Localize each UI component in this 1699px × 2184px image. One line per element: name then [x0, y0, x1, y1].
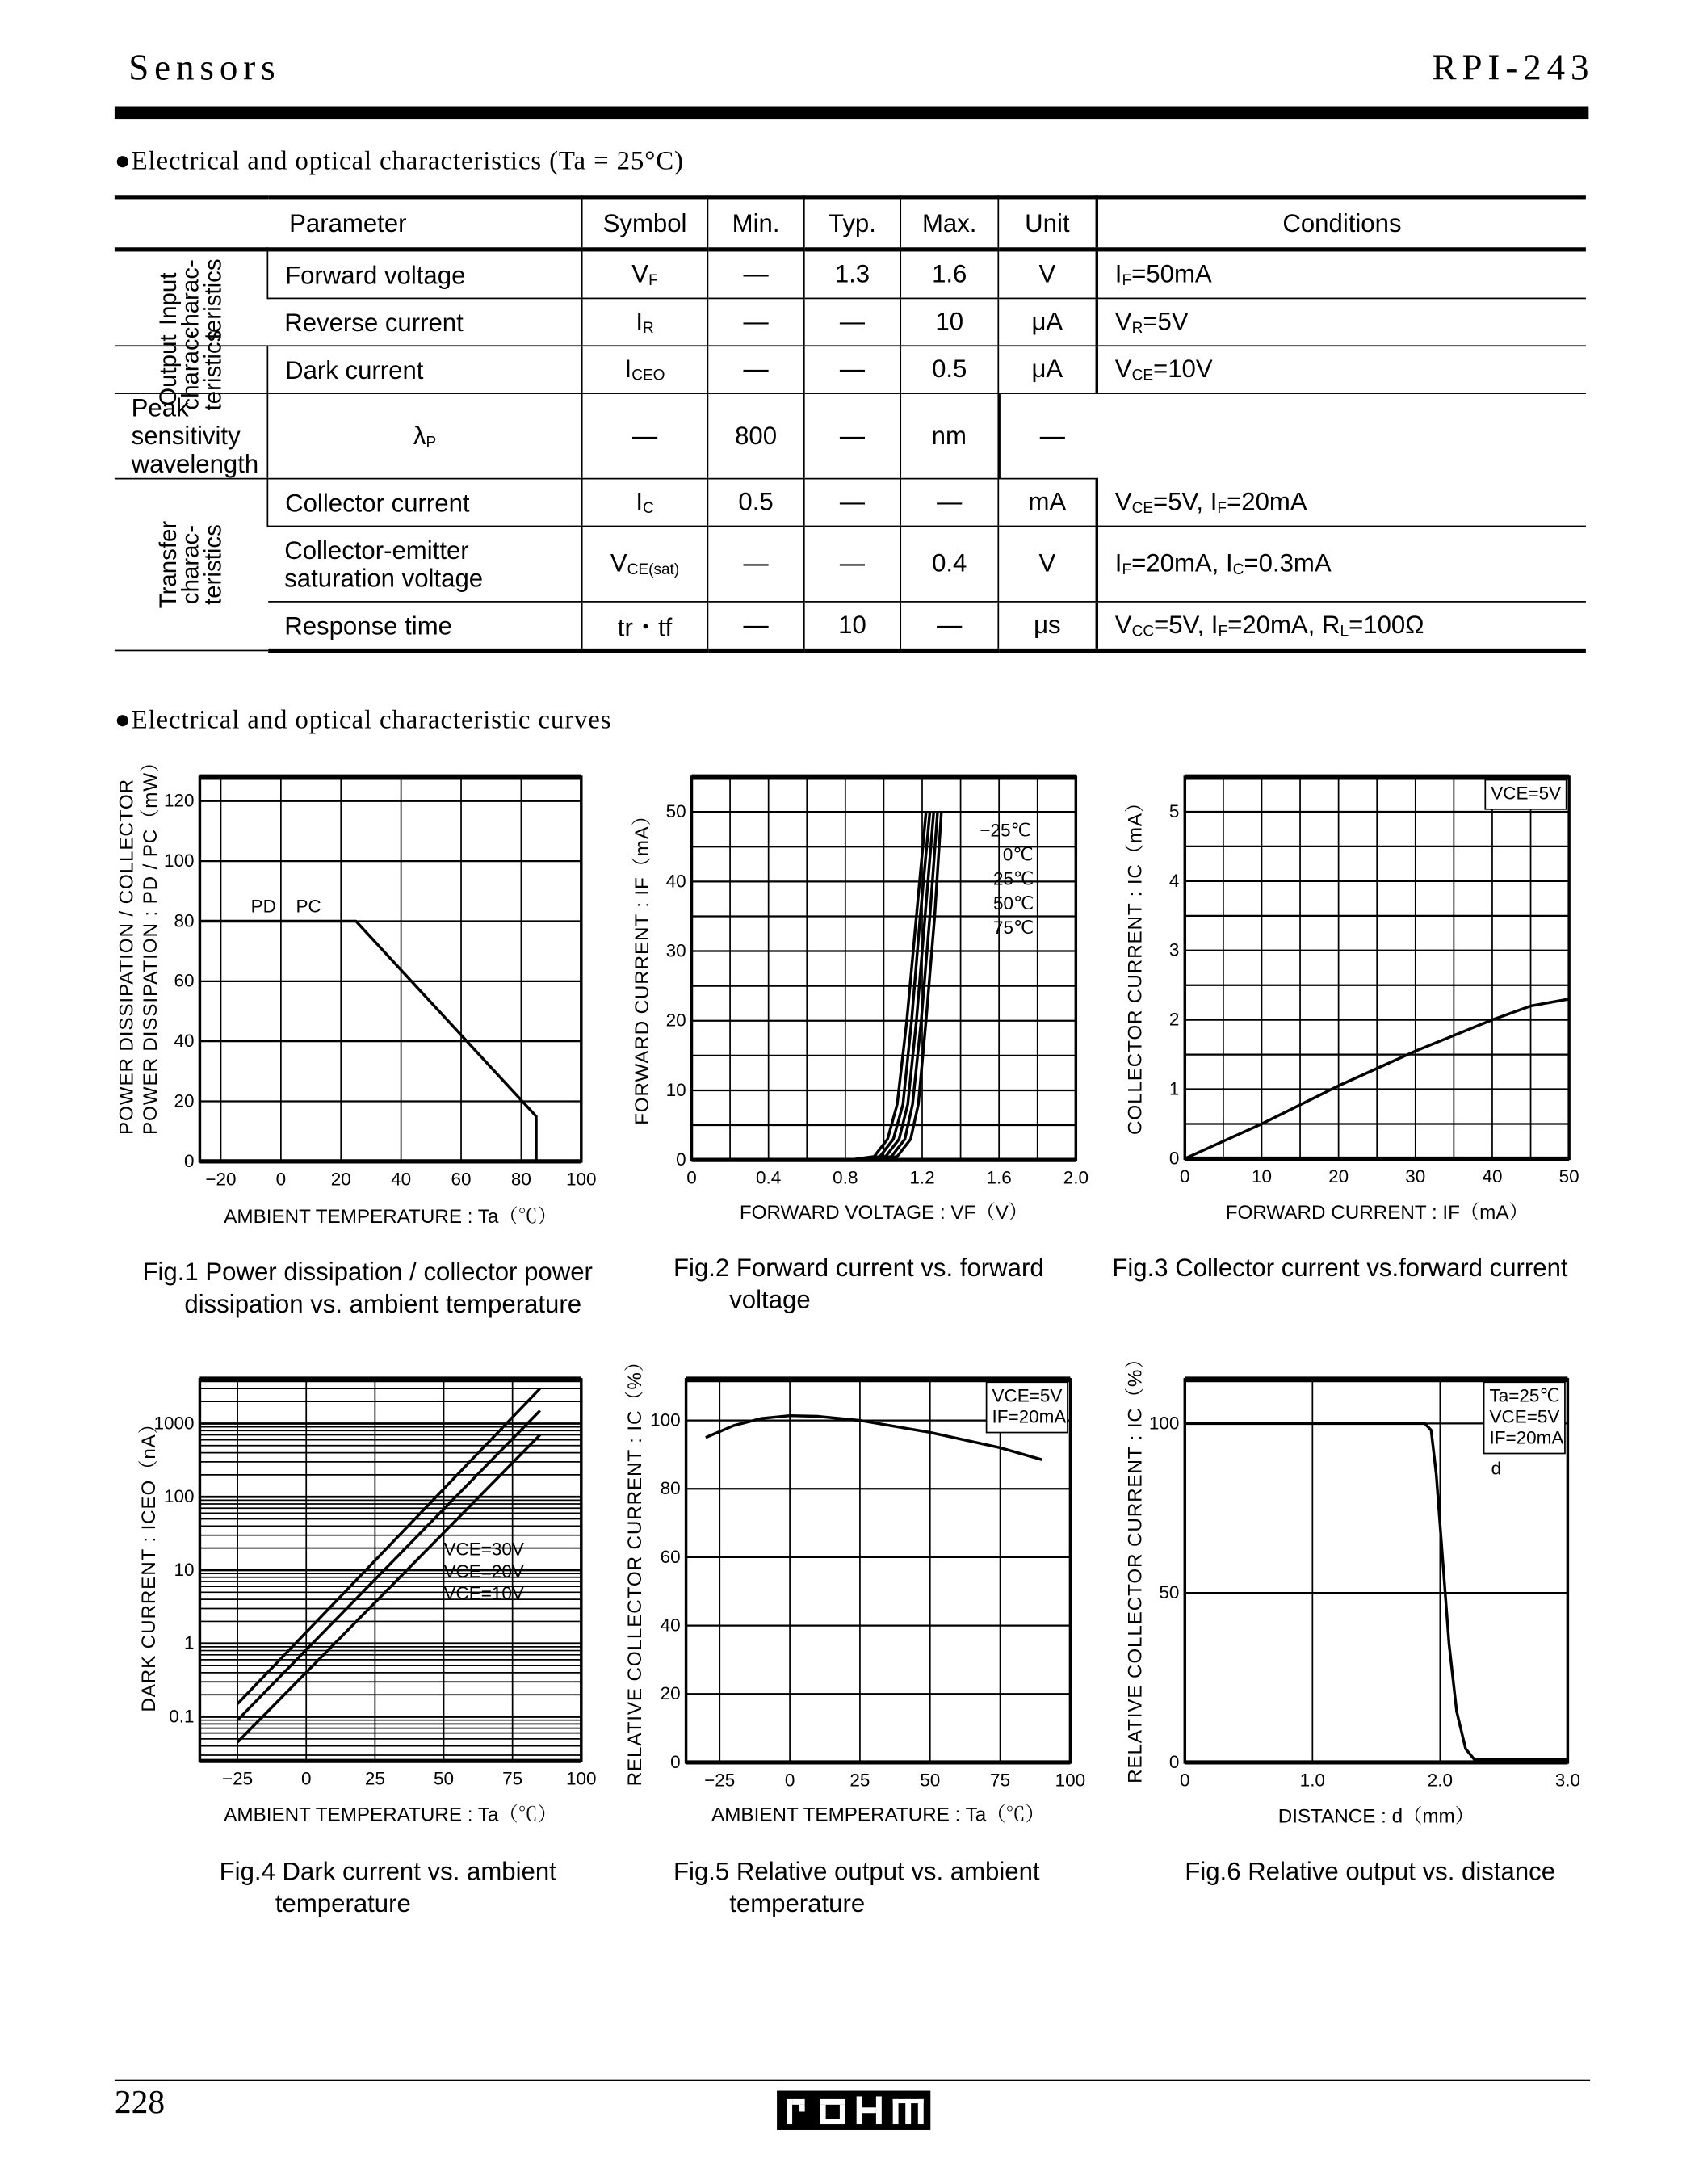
y-tick-label: 30	[665, 940, 686, 961]
y-tick-label: 10	[174, 1559, 195, 1580]
subscript: C	[1232, 561, 1244, 579]
cell-conditions	[998, 393, 1097, 479]
cell-unit: nm	[900, 393, 998, 479]
fig3-caption: Fig.3 Collector current vs.forward current	[1112, 1254, 1568, 1282]
subscript: CEO	[631, 368, 665, 384]
series-line	[1185, 1423, 1567, 1759]
text-part: =5V, I	[1153, 487, 1218, 516]
footer-rule	[115, 2080, 1590, 2081]
y-tick-label: 20	[660, 1683, 681, 1704]
fig4-plot	[153, 1380, 597, 1789]
cell-typ: —	[804, 346, 900, 393]
x-tick-label: −25	[704, 1770, 736, 1791]
cell-conditions	[1097, 298, 1586, 346]
cell-unit: μA	[998, 346, 1097, 393]
cell-unit: μA	[998, 298, 1097, 346]
text-part: I	[636, 307, 643, 336]
cell-max: 1.6	[900, 250, 998, 299]
fig6-ylabel: RELATIVE COLLECTOR CURRENT : IC（%）	[1123, 1348, 1146, 1783]
subscript: L	[1340, 623, 1349, 640]
text-part: λ	[413, 421, 426, 450]
header-part-number: RPI-243	[1432, 47, 1595, 89]
x-tick-label: 50	[434, 1768, 455, 1789]
cell-max: 10	[900, 298, 998, 346]
cell-typ: —	[804, 526, 900, 601]
cell-symbol	[582, 346, 708, 393]
subscript: CE(sat)	[627, 561, 680, 579]
cell-typ: —	[804, 298, 900, 346]
x-tick-label: 1.6	[986, 1167, 1012, 1188]
cell-unit: μs	[998, 602, 1097, 651]
text-part: =50mA	[1131, 259, 1212, 288]
x-tick-label: 0.4	[756, 1167, 782, 1188]
y-tick-label: 100	[163, 850, 195, 872]
subscript: C	[642, 500, 654, 518]
x-tick-label: 0	[1180, 1166, 1190, 1186]
x-tick-label: −25	[222, 1768, 254, 1789]
text-part: =20mA	[1227, 487, 1307, 516]
fig4-caption: Fig.4 Dark current vs. ambient temperature	[219, 1857, 556, 1917]
table-row	[115, 346, 1586, 393]
col-symbol: Symbol	[582, 198, 708, 250]
text-part: I	[624, 355, 632, 384]
annotation-label: −25℃	[980, 820, 1031, 841]
cell-max: 0.5	[900, 346, 998, 393]
annotation-label: 0℃	[1002, 844, 1034, 865]
cell-unit: V	[998, 250, 1097, 299]
text-part: =0.3mA	[1244, 549, 1332, 578]
section-heading-characteristics: ●Electrical and optical characteristics (Ta = 25°C)	[114, 146, 684, 177]
cell-parameter: Dark current	[267, 346, 581, 393]
subscript: F	[1217, 500, 1227, 517]
fig1-ylabel2: POWER DISSIPATION : PD / PC（mW）	[138, 751, 161, 1136]
fig1-xlabel: AMBIENT TEMPERATURE : Ta（℃）	[224, 1204, 558, 1228]
y-tick-label: 10	[665, 1079, 686, 1100]
subscript: P	[426, 434, 437, 452]
x-tick-label: 0	[1180, 1770, 1190, 1791]
fig1-ylabel: POWER DISSIPATION / COLLECTOR	[114, 778, 137, 1136]
annotation-label: 25℃	[993, 868, 1034, 889]
fig1-plot	[163, 777, 597, 1190]
y-tick-label: 20	[665, 1010, 686, 1031]
x-tick-label: 60	[451, 1169, 472, 1190]
annotation-label: VCE=10V	[443, 1583, 524, 1604]
fig5-caption: Fig.5 Relative output vs. ambient temperature	[673, 1857, 1040, 1917]
x-tick-label: 10	[1251, 1166, 1272, 1186]
y-tick-label: 1000	[153, 1413, 195, 1434]
annotation-label: VCE=30V	[443, 1539, 524, 1560]
x-tick-label: 75	[502, 1768, 523, 1789]
subscript: F	[1122, 272, 1132, 290]
text-part: =5V, I	[1154, 611, 1219, 639]
x-tick-label: 0.8	[833, 1167, 858, 1188]
text-part: V	[1114, 611, 1132, 639]
x-tick-label: 20	[330, 1169, 351, 1190]
cell-max: —	[804, 393, 900, 479]
x-tick-label: 25	[364, 1768, 385, 1789]
x-tick-label: 0	[275, 1169, 287, 1190]
fig6-plot	[1148, 1380, 1581, 1791]
col-conditions: Conditions	[1097, 198, 1586, 250]
x-tick-label: 30	[1405, 1166, 1426, 1186]
subscript: R	[1131, 320, 1143, 338]
y-tick-label: 50	[1159, 1582, 1180, 1603]
text-part: V	[1114, 487, 1132, 516]
cell-conditions	[1097, 526, 1586, 601]
y-tick-label: 0	[183, 1150, 195, 1171]
y-tick-label: 0	[1168, 1751, 1180, 1772]
fig4-xlabel: AMBIENT TEMPERATURE : Ta（℃）	[224, 1803, 558, 1825]
y-tick-label: 2	[1168, 1009, 1180, 1030]
x-tick-label: 0	[784, 1770, 795, 1791]
cell-min: 0.5	[707, 479, 803, 527]
y-tick-label: 40	[660, 1615, 681, 1636]
section-heading-curves: ●Electrical and optical characteristic curves	[114, 705, 612, 736]
col-typ: Typ.	[804, 198, 900, 250]
cell-min: —	[707, 346, 803, 393]
x-tick-label: 0	[686, 1167, 697, 1188]
table-row	[115, 526, 1586, 601]
y-tick-label: 100	[650, 1409, 681, 1430]
legend-label: VCE=5V	[1491, 783, 1562, 804]
annotation-label: PD	[250, 896, 276, 917]
x-tick-label: 100	[1055, 1770, 1086, 1791]
cell-conditions	[1097, 250, 1586, 299]
fig5-plot	[650, 1380, 1086, 1791]
table-row	[115, 602, 1586, 651]
fig6-xlabel: DISTANCE : d（mm）	[1277, 1804, 1475, 1827]
cell-max: —	[900, 602, 998, 651]
text-part: tr・tf	[617, 612, 673, 641]
text-part: =20mA, R	[1227, 611, 1340, 639]
y-tick-label: 80	[174, 910, 195, 931]
text-part: =10V	[1153, 355, 1213, 384]
annotation-label: 75℃	[993, 917, 1034, 938]
y-tick-label: 50	[665, 801, 686, 822]
cell-symbol	[582, 298, 708, 346]
subscript: CE	[1131, 368, 1154, 384]
cell-parameter: Response time	[267, 602, 581, 651]
text-part: V	[631, 259, 649, 288]
y-tick-label: 40	[174, 1031, 195, 1052]
y-tick-label: 1	[183, 1632, 195, 1653]
x-tick-label: 75	[990, 1770, 1011, 1791]
cell-typ: 10	[804, 602, 900, 651]
fig3-xlabel: FORWARD CURRENT : IF（mA）	[1225, 1200, 1529, 1224]
group-label-text: Output charac- teristics	[154, 329, 226, 410]
x-tick-label: 1.0	[1299, 1770, 1325, 1791]
cell-conditions	[1097, 346, 1586, 393]
cell-parameter: Peak sensitivity wavelength	[115, 393, 268, 479]
cell-typ: 1.3	[804, 250, 900, 299]
cell-symbol	[582, 602, 708, 651]
subscript: CE	[1131, 500, 1154, 517]
text-part: =100Ω	[1349, 611, 1424, 639]
table-row	[115, 393, 1586, 479]
y-tick-label: 1	[1168, 1078, 1180, 1099]
text-part: V	[1114, 355, 1132, 384]
fig2-plot	[665, 777, 1089, 1188]
table-row	[115, 479, 1586, 527]
cell-typ: —	[804, 479, 900, 527]
page-number: 228	[114, 2085, 166, 2122]
cell-conditions	[1097, 602, 1586, 651]
table-row	[115, 298, 1586, 346]
annotation-label: d	[1491, 1458, 1502, 1479]
cell-parameter: Forward voltage	[267, 250, 581, 299]
text-part: V	[610, 549, 627, 578]
y-tick-label: 20	[174, 1090, 195, 1111]
x-tick-label: 50	[1558, 1166, 1579, 1186]
y-tick-label: 100	[163, 1486, 195, 1507]
fig1-caption: Fig.1 Power dissipation / collector power dissipation vs. ambient temperature	[142, 1258, 593, 1318]
cell-min: —	[707, 602, 803, 651]
fig5-xlabel: AMBIENT TEMPERATURE : Ta（℃）	[711, 1803, 1045, 1825]
text-part: I	[1114, 259, 1122, 288]
x-tick-label: 20	[1328, 1166, 1349, 1186]
characteristics-table	[115, 195, 1586, 653]
subscript: R	[642, 320, 654, 338]
fig2-caption: Fig.2 Forward current vs. forward voltage	[673, 1254, 1044, 1314]
y-tick-label: 60	[660, 1546, 681, 1567]
x-tick-label: −20	[205, 1169, 237, 1190]
y-tick-label: 5	[1168, 800, 1180, 821]
y-tick-label: 0	[670, 1751, 681, 1772]
subscript: F	[1122, 561, 1132, 579]
x-tick-label: 0	[300, 1768, 312, 1789]
cell-symbol	[267, 393, 581, 479]
cell-min: —	[707, 298, 803, 346]
y-tick-label: 3	[1168, 939, 1180, 960]
col-parameter: Parameter	[115, 198, 582, 250]
legend-label: IF=20mA	[1489, 1427, 1564, 1448]
group-label-text: Input charac- teristics	[154, 258, 226, 339]
x-tick-label: 1.2	[909, 1167, 935, 1188]
cell-unit: mA	[998, 479, 1097, 527]
text-part: I	[636, 487, 643, 516]
annotation-label: PC	[296, 896, 321, 917]
table-row	[115, 250, 1586, 299]
cell-conditions	[1097, 479, 1586, 527]
x-tick-label: 3.0	[1554, 1770, 1581, 1791]
cell-symbol	[582, 479, 708, 527]
x-tick-label: 25	[850, 1770, 870, 1791]
group-label	[115, 329, 268, 410]
subscript: F	[1218, 623, 1228, 640]
cell-parameter: Reverse current	[267, 298, 581, 346]
legend-label: Ta=25℃	[1489, 1385, 1560, 1406]
plot-border	[686, 1380, 1071, 1762]
legend-label: IF=20mA	[992, 1406, 1067, 1427]
cell-max: 0.4	[900, 526, 998, 601]
y-tick-label: 4	[1168, 870, 1180, 891]
fig2-ylabel: FORWARD CURRENT : IF（mA）	[630, 805, 653, 1125]
cell-symbol	[582, 526, 708, 601]
fig6-caption: Fig.6 Relative output vs. distance	[1185, 1857, 1556, 1886]
text-part: =20mA, I	[1131, 549, 1233, 578]
y-tick-label: 60	[174, 970, 195, 991]
cell-min: —	[707, 526, 803, 601]
x-tick-label: 100	[566, 1768, 597, 1789]
subscript: CC	[1131, 623, 1155, 640]
text-part: =5V	[1143, 307, 1189, 336]
rohm-logo	[777, 2091, 930, 2130]
annotation-label: 50℃	[993, 892, 1034, 914]
text-part: V	[1114, 307, 1132, 336]
legend-label: VCE=5V	[1489, 1406, 1560, 1427]
x-tick-label: 50	[920, 1770, 941, 1791]
x-tick-label: 40	[391, 1169, 412, 1190]
cell-parameter: Collector current	[267, 479, 581, 527]
cell-parameter: Collector-emitter saturation voltage	[267, 526, 581, 601]
cell-min: —	[707, 250, 803, 299]
col-unit: Unit	[998, 198, 1097, 250]
annotation-label: VCE=20V	[443, 1560, 524, 1581]
y-tick-label: 0.1	[169, 1706, 195, 1727]
x-tick-label: 100	[566, 1169, 597, 1190]
fig5-ylabel: RELATIVE COLLECTOR CURRENT : IC（%）	[623, 1351, 646, 1787]
cell-symbol	[582, 250, 708, 299]
x-tick-label: 2.0	[1427, 1770, 1453, 1791]
y-tick-label: 120	[163, 790, 195, 811]
text-part: I	[1114, 549, 1122, 578]
cell-typ: 800	[707, 393, 803, 479]
fig2-xlabel: FORWARD VOLTAGE : VF（V）	[739, 1200, 1028, 1224]
y-tick-label: 40	[665, 871, 686, 892]
col-min: Min.	[707, 198, 803, 250]
y-tick-label: 100	[1148, 1413, 1180, 1434]
cell-min: —	[582, 393, 708, 479]
cell-max: —	[900, 479, 998, 527]
fig3-plot	[1168, 777, 1579, 1186]
legend-label: VCE=5V	[992, 1385, 1063, 1406]
cell-unit: V	[998, 526, 1097, 601]
header-section: Sensors	[128, 47, 281, 89]
x-tick-label: 80	[510, 1169, 531, 1190]
x-tick-label: 40	[1482, 1166, 1503, 1186]
group-label	[115, 479, 268, 651]
col-max: Max.	[900, 198, 998, 250]
fig3-ylabel: COLLECTOR CURRENT : IC（mA）	[1123, 792, 1146, 1136]
y-tick-label: 80	[660, 1478, 681, 1499]
header-rule	[115, 107, 1588, 120]
text-part: —	[1039, 421, 1065, 450]
subscript: F	[648, 272, 658, 290]
fig4-ylabel: DARK CURRENT : ICEO（nA）	[136, 1413, 160, 1712]
x-tick-label: 2.0	[1063, 1167, 1089, 1188]
y-tick-label: 0	[1168, 1148, 1180, 1169]
y-tick-label: 0	[676, 1149, 686, 1170]
group-label-text: Transfer charac- teristics	[154, 520, 226, 609]
table-header-row	[115, 198, 1586, 250]
